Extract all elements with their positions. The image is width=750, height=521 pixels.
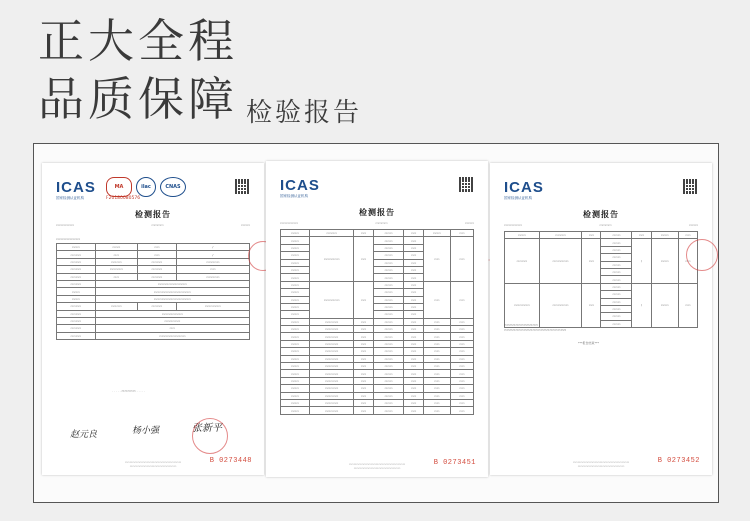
report-title: 检测报告 — [359, 208, 395, 217]
ilac-mark-icon: ilac — [136, 177, 156, 197]
icas-logo-subtitle: 国家检测认证机构 — [280, 194, 308, 198]
official-stamp — [192, 418, 228, 454]
report-title: 检测报告 — [135, 210, 171, 219]
serial-number: B 0273448 — [209, 457, 252, 465]
qr-code-icon — [683, 179, 698, 194]
icas-logo: ICAS — [504, 179, 544, 196]
certificate-number: F20180080576 — [106, 196, 141, 201]
cnas-mark-icon: CNAS — [160, 177, 186, 197]
icas-logo: ICAS — [56, 179, 96, 196]
qr-code-icon — [459, 177, 474, 192]
test-results-table: ▭▭▭ ▭▭▭▭ ▭▭ ▭▭▭ ▭▭ ▭▭▭ ▭▭ ▭▭▭ ▭▭▭▭▭▭ ▭▭ ▭▭▭ ▭▭ ▭▭ ▭▭ ▭▭▭ ▭▭▭ ▭▭ ▭▭▭ ▭▭▭ ▭▭ ▭▭▭ ▭▭▭ ▭▭ ▭▭▭ ▭▭▭ ▭▭ ▭▭▭ ▭▭▭ ▭▭ ▭▭▭ ▭▭▭▭▭▭ ▭▭ ▭▭▭ ▭▭ ▭▭ ▭▭ ▭▭▭ ▭▭▭ ▭▭ ▭▭▭ ▭▭▭ ▭▭ ▭▭▭ ▭▭▭ ▭▭ ▭▭▭ ▭▭▭ ▭▭ ▭▭▭ ▭▭▭▭▭ ▭▭ ▭▭▭ ▭▭ ▭▭ ▭▭ ▭▭▭ ▭▭▭▭▭ ▭▭ ▭▭▭ ▭▭ ▭▭ ▭▭ ▭▭▭ ▭▭▭▭▭ ▭▭ ▭▭▭ ▭▭ ▭▭ ▭▭ ▭▭▭ ▭▭▭▭▭ ▭▭ ▭▭▭ ▭▭ ▭▭ ▭▭ ▭▭▭ ▭▭▭▭▭ ▭▭ ▭▭▭ ▭▭ ▭▭ ▭▭ ▭▭▭ ▭▭▭▭▭ ▭▭ ▭▭▭ ▭▭ ▭▭ ▭▭ ▭▭▭ ▭▭▭▭▭ ▭▭ ▭▭▭ ▭▭ ▭▭ ▭▭ ▭▭▭ ▭▭▭▭▭ ▭▭ ▭▭▭ ▭▭ ▭▭ ▭▭ ▭▭▭ ▭▭▭▭▭ ▭▭ ▭▭▭ ▭▭ ▭▭ ▭▭ ▭▭▭ ▭▭▭▭▭ ▭▭ ▭▭▭ ▭▭ ▭▭ ▭▭ ▭▭▭ ▭▭▭▭▭ ▭▭ ▭▭▭ ▭▭ ▭▭ ▭▭ ▭▭▭ ▭▭▭▭▭ ▭▭ ▭▭▭ ▭▭ ▭▭ ▭▭ ▭▭▭ ▭▭▭▭▭ ▭▭ ▭▭▭ ▭▭ ▭▭ ▭▭ — [280, 229, 474, 415]
test-results-table: ▭▭▭ ▭▭▭▭ ▭▭ ▭▭▭ ▭▭ ▭▭▭ ▭▭ ▭▭▭▭ ▭▭▭▭▭▭ ▭▭ ▭▭▭ / ▭▭▭ ▭▭ ▭▭▭ ▭▭▭ ▭▭▭ ▭▭▭ ▭▭▭ ▭▭▭▭▭▭ ▭▭▭▭▭▭ ▭▭ ▭▭▭ / ▭▭▭ ▭▭ ▭▭▭ ▭▭▭ ▭▭▭ ▭▭▭ ▭▭▭ — [504, 231, 698, 328]
icas-logo-subtitle: 国家检测认证机构 — [504, 196, 532, 200]
serial-number: B 0273452 — [657, 457, 700, 465]
report-page-3[interactable] — [490, 163, 712, 475]
signature-1: 赵元良 — [70, 430, 98, 440]
signature-3: 张新平 — [192, 423, 222, 434]
report-meta-line: ▭▭▭▭▭▭ ▭▭▭▭ ▭▭▭ — [56, 223, 250, 227]
report-page-1[interactable] — [42, 163, 264, 475]
end-of-report-note: ***报告结束*** — [578, 341, 600, 345]
icas-logo: ICAS — [280, 177, 320, 194]
qr-code-icon — [235, 179, 250, 194]
report-title: 检测报告 — [583, 210, 619, 219]
headline-line1: 正大全程 — [38, 14, 238, 68]
icas-logo-subtitle: 国家检测认证机构 — [56, 196, 84, 200]
report-footer: ▭▭▭▭▭▭▭▭▭▭▭▭▭▭▭▭▭▭▭▭▭▭▭ ▭▭▭▭▭▭▭▭▭▭▭▭▭▭▭▭▭▭▭ — [124, 461, 182, 468]
table-end-note: · · · · · ▭▭▭▭▭ · · · · · — [112, 389, 146, 393]
report-meta-line: ▭▭▭▭▭▭ ▭▭▭▭ ▭▭▭ — [504, 223, 698, 227]
serial-number: B 0273451 — [433, 459, 476, 467]
section-note: ▭▭▭▭▭▭▭▭ — [56, 237, 81, 241]
report-footer: ▭▭▭▭▭▭▭▭▭▭▭▭▭▭▭▭▭▭▭▭▭▭▭ ▭▭▭▭▭▭▭▭▭▭▭▭▭▭▭▭▭▭▭ — [348, 463, 406, 470]
sample-info-table: ▭▭▭ ▭▭▭ ▭▭ / ▭▭▭▭ ▭▭ ▭▭ / ▭▭▭▭ ▭▭▭▭ ▭▭▭▭ ▭▭▭▭▭ ▭▭▭▭ ▭▭▭▭▭ ▭▭▭▭ ▭▭ ▭▭▭▭ ▭▭ ▭▭▭▭ ▭▭▭▭▭ ▭▭▭▭ ▭▭▭▭▭▭▭▭▭▭▭ ▭▭▭ ▭▭▭▭▭▭▭▭▭▭▭▭▭▭ ▭▭▭ ▭▭▭▭▭▭▭▭▭▭▭▭▭▭ ▭▭▭▭ ▭▭▭▭ ▭▭▭▭ ▭▭▭▭▭▭ ▭▭▭▭ ▭▭▭▭▭▭▭▭ ▭▭▭▭ ▭▭▭▭▭▭ ▭▭▭▭ ▭▭ ▭▭▭▭ ▭▭▭▭▭▭▭▭▭▭ — [56, 243, 250, 340]
report-footer: ▭▭▭▭▭▭▭▭▭▭▭▭▭▭▭▭▭▭▭▭▭▭▭ ▭▭▭▭▭▭▭▭▭▭▭▭▭▭▭▭▭▭▭ — [572, 461, 630, 468]
signature-2: 杨小强 — [132, 426, 160, 436]
side-stamp — [686, 239, 718, 271]
report-notes: ▭▭▭▭▭▭▭▭▭▭▭▭ ▭▭▭▭▭▭▭▭▭▭▭▭▭▭▭▭▭▭▭▭▭▭ — [504, 323, 567, 332]
report-meta-line: ▭▭▭▭▭▭ ▭▭▭▭ ▭▭▭ — [280, 221, 474, 225]
certification-marks — [106, 177, 186, 197]
headline-line2: 品质保障 — [38, 72, 238, 126]
cma-mark-icon: MA — [106, 177, 132, 197]
report-page-2[interactable] — [266, 161, 488, 477]
headline-subtitle: 检验报告 — [246, 98, 363, 128]
